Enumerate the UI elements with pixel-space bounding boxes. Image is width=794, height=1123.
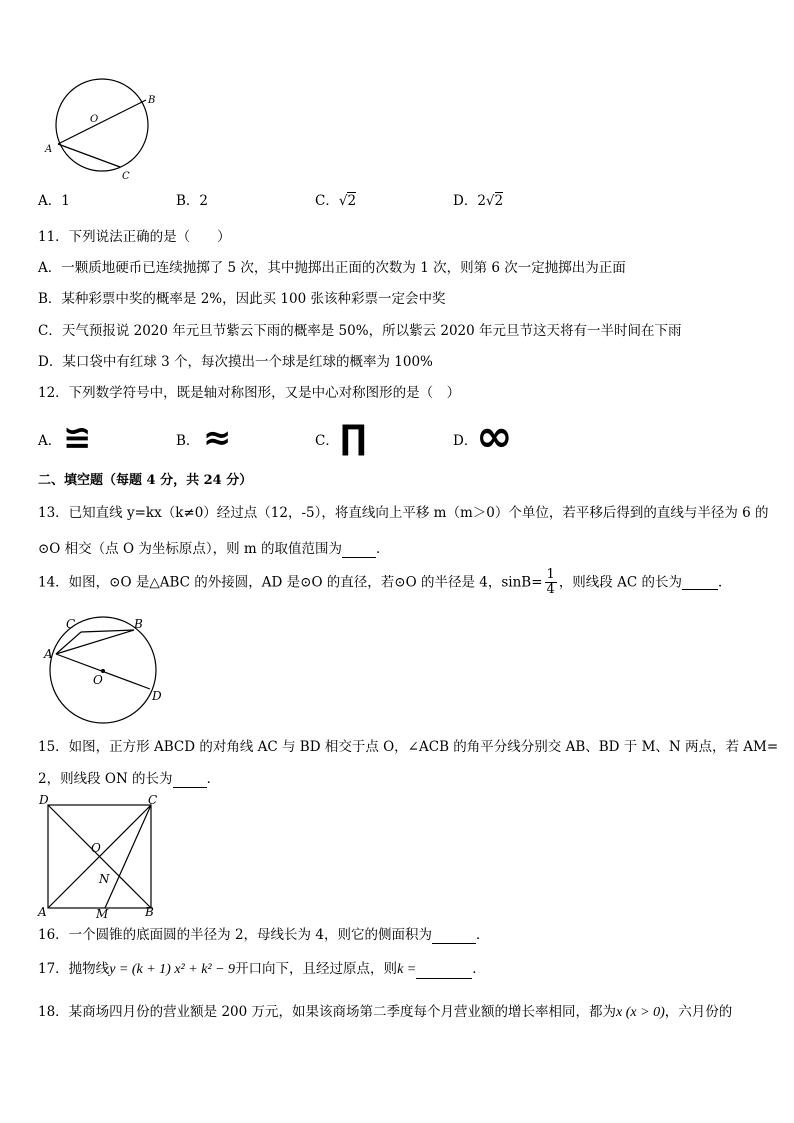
answer-blank — [432, 929, 476, 944]
q12-option-a: A． — [38, 433, 62, 449]
label-A: A — [38, 905, 47, 919]
q10-option-c-prefix: C． — [315, 193, 339, 209]
label-A: A — [45, 144, 53, 155]
q17-formula: y = (k + 1) x² + k² − 9 — [109, 962, 236, 977]
q10-option-d-value: 2 — [494, 193, 504, 209]
label-M: M — [96, 907, 109, 920]
q11-option-a: A．一颗质地硬币已连续抛掷了 5 次，其中抛掷出正面的次数为 1 次，则第 6 次一定抛掷出为正面 — [38, 260, 626, 276]
q12-symbol-c: ∏ — [340, 418, 367, 458]
q18-text — [38, 1003, 732, 1022]
label-O: O — [90, 114, 99, 125]
q18-formula: x (x > 0) — [616, 1005, 665, 1020]
q15-end: ． — [206, 771, 221, 787]
q11-option-b: B．某种彩票中奖的概率是 2%，因此买 100 张该种彩票一定会中奖 — [38, 291, 446, 307]
label-B: B — [145, 905, 154, 919]
q14-fraction — [545, 568, 557, 597]
label-D: D — [152, 689, 162, 703]
q14-frac-den: 4 — [546, 582, 555, 597]
label-O: O — [91, 841, 101, 855]
q14-part1: 14．如图，⊙O 是△ABC 的外接圆，AD 是⊙O 的直径，若⊙O 的半径是 4，sinB= — [38, 574, 543, 591]
q15-line2-text: 2，则线段 ON 的长为 — [38, 771, 173, 787]
answer-blank — [416, 964, 472, 979]
q14-frac-num: 1 — [546, 567, 555, 582]
answer-blank — [342, 543, 376, 558]
q17-end: ． — [472, 961, 486, 977]
label-O: O — [93, 673, 103, 687]
sqrt-sign: √ — [338, 193, 348, 209]
label-B: B — [134, 617, 143, 631]
q12-stem: 12．下列数学符号中，既是轴对称图形，又是中心对称图形的是（ ） — [38, 385, 461, 401]
q14-end: ． — [717, 574, 732, 591]
q10-option-d-prefix: D．2 — [453, 193, 486, 209]
q13-line2-text: ⊙O 相交（点 O 为坐标原点），则 m 的取值范围为 — [38, 541, 342, 557]
q14-part2: ，则线段 AC 的长为 — [558, 574, 682, 591]
q17-middle: 开口向下，且经过原点，则 — [235, 961, 398, 977]
q18-tail: ，六月份的 — [664, 1004, 733, 1020]
q17-k-eq: k = — [397, 962, 417, 977]
label-C: C — [122, 171, 130, 182]
q10-option-d — [453, 192, 503, 210]
q12-option-c: C． — [315, 433, 339, 449]
q15-square-figure — [34, 790, 164, 920]
q11-stem: 11．下列说法正确的是（ ） — [38, 229, 231, 245]
q12-symbol-b: ≈ — [203, 418, 232, 458]
section-title: 二、填空题（每题 4 分，共 24 分） — [38, 473, 253, 488]
q14-text — [38, 568, 731, 604]
q11-option-d: D．某口袋中有红球 3 个，每次摸出一个球是红球的概率为 100% — [38, 354, 433, 370]
q11-option-c: C．天气预报说 2020 年元旦节紫云下雨的概率是 50%，所以紫云 2020 年元旦节这天将有一半时间在下雨 — [38, 323, 682, 339]
q12-symbol-d: ∞ — [476, 411, 513, 462]
q18-stem: 18．某商场四月份的营业额是 200 万元，如果该商场第二季度每个月营业额的增长率相同，都为 — [38, 1004, 617, 1020]
label-D: D — [39, 793, 49, 807]
label-C: C — [148, 793, 158, 807]
sqrt-sign: √ — [485, 193, 495, 209]
answer-blank — [173, 773, 207, 788]
q10-circle-figure — [30, 78, 170, 188]
q13-line1: 13．已知直线 y=kx（k≠0）经过点（12，-5），将直线向上平移 m（m＞0）个单位，若平移后得到的直线与半径为 6 的 — [38, 505, 769, 521]
q16-end: ． — [475, 927, 490, 943]
answer-blank — [682, 575, 718, 590]
q12-option-d: D． — [453, 433, 478, 449]
q10-option-b: B．2 — [176, 193, 209, 209]
q14-circle-figure — [36, 612, 176, 727]
label-B: B — [148, 95, 156, 106]
label-N: N — [99, 872, 110, 886]
q17-prefix: 17．抛物线 — [38, 961, 110, 977]
q16-stem: 16．一个圆锥的底面圆的半径为 2，母线长为 4，则它的侧面积为 — [38, 927, 432, 943]
q17-text — [38, 960, 486, 979]
q13-end: ． — [375, 541, 390, 557]
q10-option-c — [315, 192, 356, 210]
q16-text — [38, 926, 489, 944]
q15-line1: 15．如图，正方形 ABCD 的对角线 AC 与 BD 相交于点 O，∠ACB 的角平分线分别交 AB、BD 于 M、N 两点，若 AM= — [38, 739, 779, 755]
label-A: A — [44, 647, 53, 661]
q10-option-c-value: 2 — [347, 193, 357, 209]
q12-option-b: B． — [176, 433, 200, 449]
label-C: C — [66, 617, 76, 631]
q10-option-a: A．1 — [38, 193, 70, 209]
q13-line2 — [38, 540, 389, 558]
q15-line2 — [38, 770, 220, 788]
q12-symbol-a: ≌ — [63, 418, 92, 458]
